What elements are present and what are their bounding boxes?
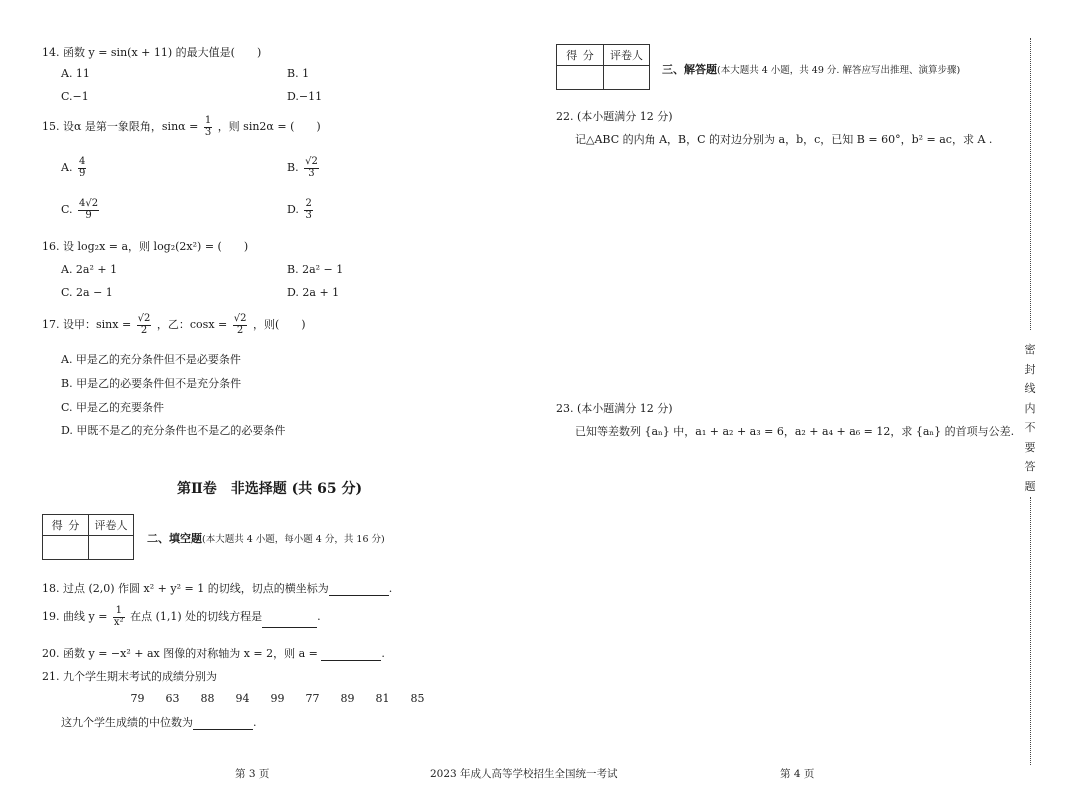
q15-fraction: $\frac{1}{3}$ <box>204 115 212 138</box>
score-value: 99 <box>270 692 285 705</box>
q21-stem: 21. 九个学生期末考试的成绩分别为 <box>42 670 217 683</box>
q21-scores <box>120 692 435 705</box>
score-cell[interactable] <box>43 536 89 560</box>
q23-body: 已知等差数列 {aₙ} 中，a₁ + a₂ + a₃ = 6，a₂ + a₄ + a₆ = 12，求 {aₙ} 的首项与公差. <box>575 425 1015 438</box>
q16-option-c: C. 2a − 1 <box>61 286 113 299</box>
grader-cell[interactable] <box>89 536 134 560</box>
grader-label: 评卷人 <box>604 45 650 66</box>
score-value: 89 <box>340 692 355 705</box>
q15-stem-post: ，则 sin2α = ( ) <box>217 120 321 133</box>
fill-heading: 二、填空题(本大题共 4 小题，每小题 4 分，共 16 分) <box>147 532 385 545</box>
q22-title: 22. (本小题满分 12 分) <box>556 110 673 123</box>
footer-exam-title: 2023 年成人高等学校招生全国统一考试 <box>430 768 618 780</box>
q22-body: 记△ABC 的内角 A，B，C 的对边分别为 a，b，c，已知 B = 60°，b² = ac，求 A . <box>575 133 993 146</box>
q17-option-d: D. 甲既不是乙的充分条件也不是乙的必要条件 <box>61 424 286 437</box>
section-title: 第Ⅱ卷 非选择题 (共 65 分) <box>177 481 363 497</box>
seal-line-top <box>1030 38 1031 330</box>
q18: 18. 过点 (2,0) 作圆 x² + y² = 1 的切线，切点的横坐标为 . <box>42 582 393 595</box>
q19-answer-blank[interactable] <box>262 615 317 628</box>
q15-stem <box>42 116 321 138</box>
q17-option-a: A. 甲是乙的充分条件但不是必要条件 <box>61 353 241 366</box>
score-box-left <box>42 514 134 560</box>
q23-title: 23. (本小题满分 12 分) <box>556 402 673 415</box>
q15-stem-pre: 15. 设α 是第一象限角，sinα = <box>42 120 199 133</box>
q14-option-b: B. 1 <box>287 67 310 80</box>
q19: 19. 曲线 y = $\frac{1}{\text{x²}}$ 在点 (1,1) 处的切线方程是 . <box>42 605 321 628</box>
q20: 20. 函数 y = −x² + ax 图像的对称轴为 x = 2，则 a = . <box>42 647 385 660</box>
solve-heading: 三、解答题(本大题共 4 小题，共 49 分. 解答应写出推理、演算步骤) <box>662 63 961 76</box>
score-label: 得 分 <box>43 515 89 536</box>
q21-answer-blank[interactable] <box>193 717 253 730</box>
q14-option-c: C.−1 <box>61 90 89 103</box>
q14-option-a: A. 11 <box>61 67 90 80</box>
grader-label: 评卷人 <box>89 515 134 536</box>
q15-option-b: B. $\frac{√2}{3}$ <box>287 156 318 179</box>
q16-option-b: B. 2a² − 1 <box>287 263 344 276</box>
grader-cell[interactable] <box>604 66 650 90</box>
q14-stem: 14. 函数 y = sin(x + 11) 的最大值是( ) <box>42 46 262 59</box>
q15-option-d: D. $\frac{2}{3}$ <box>287 198 312 221</box>
score-value: 85 <box>410 692 425 705</box>
q22-answer-area[interactable] <box>560 150 1000 390</box>
q16-stem: 16. 设 log₂x = a，则 log₂(2x²) = ( ) <box>42 240 249 253</box>
score-value: 77 <box>305 692 320 705</box>
q14-option-d: D.−11 <box>287 90 323 103</box>
q21-ask: 这九个学生成绩的中位数为 . <box>61 716 257 729</box>
score-value: 79 <box>130 692 145 705</box>
q15-option-c: C. $\frac{4√2}{9}$ <box>61 198 99 221</box>
seal-line-bottom <box>1030 497 1031 765</box>
q15-option-a: A. $\frac{4}{9}$ <box>61 156 86 179</box>
q23-answer-area[interactable] <box>560 445 1000 745</box>
score-box-right <box>556 44 650 90</box>
q17-option-c: C. 甲是乙的充要条件 <box>61 401 165 414</box>
score-value: 88 <box>200 692 215 705</box>
q16-option-a: A. 2a² + 1 <box>61 263 118 276</box>
score-label: 得 分 <box>557 45 604 66</box>
q17-stem: 17. 设甲：sinx = $\frac{√2}{2}$ ，乙：cosx = $\frac{√2}{2}$ ，则( ) <box>42 313 306 336</box>
seal-line-note: 密封线内不要答题 <box>1024 343 1036 493</box>
score-value: 81 <box>375 692 390 705</box>
score-cell[interactable] <box>557 66 604 90</box>
footer-page-left: 第 3 页 <box>235 768 270 780</box>
score-value: 94 <box>235 692 250 705</box>
footer-page-right: 第 4 页 <box>780 768 815 780</box>
q18-answer-blank[interactable] <box>329 583 389 596</box>
q20-answer-blank[interactable] <box>321 648 381 661</box>
q16-option-d: D. 2a + 1 <box>287 286 340 299</box>
q17-option-b: B. 甲是乙的必要条件但不是充分条件 <box>61 377 242 390</box>
score-value: 63 <box>165 692 180 705</box>
